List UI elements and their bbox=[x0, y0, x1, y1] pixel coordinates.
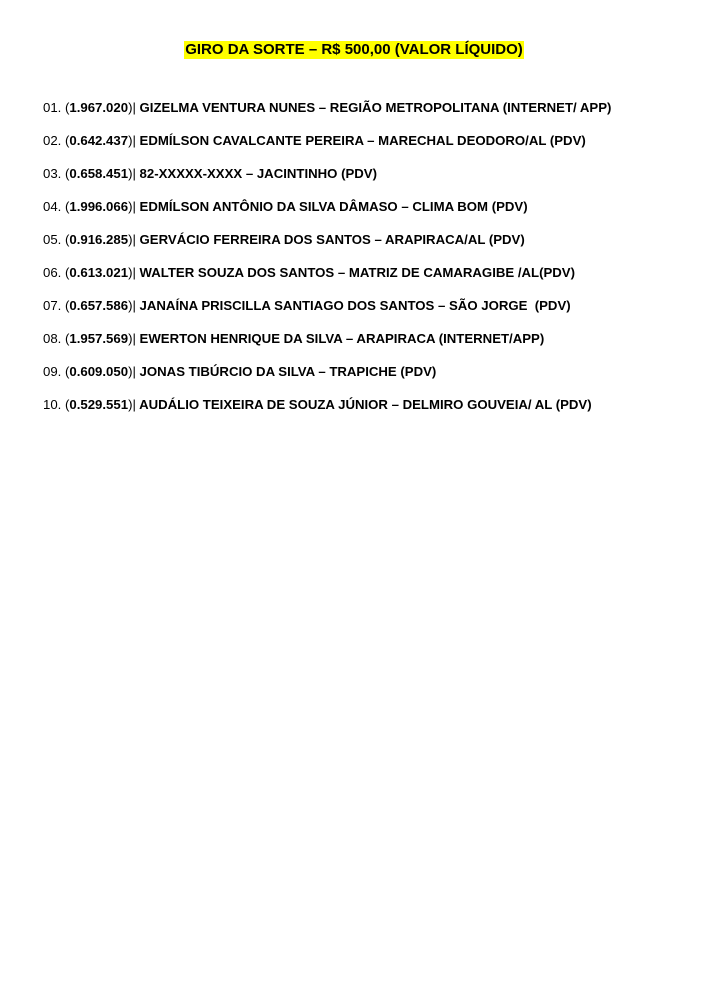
entry-code: 1.967.020 bbox=[69, 100, 129, 115]
entry-text: JANAÍNA PRISCILLA SANTIAGO DOS SANTOS – SÃO JORGE (PDV) bbox=[135, 298, 571, 313]
entry-code: 0.613.021 bbox=[69, 265, 129, 280]
entry-number: 02. ( bbox=[43, 133, 70, 148]
entry-number: 01. ( bbox=[43, 100, 70, 115]
entry-number: 05. ( bbox=[43, 232, 70, 247]
list-item bbox=[43, 100, 693, 133]
entry-number: 04. ( bbox=[43, 199, 70, 214]
entry-code: 1.996.066 bbox=[69, 199, 129, 214]
entry-text: EDMÍLSON ANTÔNIO DA SILVA DÂMASO – CLIMA BOM (PDV) bbox=[135, 199, 528, 214]
entry-text: 82-XXXXX-XXXX – JACINTINHO (PDV) bbox=[135, 166, 377, 181]
list-item bbox=[43, 232, 693, 265]
list-item bbox=[43, 133, 693, 166]
entry-text: WALTER SOUZA DOS SANTOS – MATRIZ DE CAMARAGIBE /AL(PDV) bbox=[135, 265, 575, 280]
entry-code: 0.657.586 bbox=[69, 298, 129, 313]
list-item bbox=[43, 331, 693, 364]
entry-separator: )| bbox=[128, 265, 136, 280]
winners-list bbox=[43, 100, 693, 430]
entry-number: 09. ( bbox=[43, 364, 70, 379]
entry-separator: )| bbox=[128, 199, 136, 214]
list-item bbox=[43, 199, 693, 232]
entry-code: 0.609.050 bbox=[69, 364, 129, 379]
entry-separator: )| bbox=[128, 100, 136, 115]
entry-separator: )| bbox=[128, 133, 136, 148]
entry-separator: )| bbox=[128, 331, 136, 346]
entry-code: 0.658.451 bbox=[69, 166, 129, 181]
entry-number: 08. ( bbox=[43, 331, 70, 346]
entry-separator: )| bbox=[128, 232, 136, 247]
entry-code: 0.529.551 bbox=[69, 397, 129, 412]
entry-text: JONAS TIBÚRCIO DA SILVA – TRAPICHE (PDV) bbox=[135, 364, 437, 379]
entry-number: 07. ( bbox=[43, 298, 70, 313]
entry-text: GERVÁCIO FERREIRA DOS SANTOS – ARAPIRACA/AL (PDV) bbox=[135, 232, 525, 247]
page-title: GIRO DA SORTE – R$ 500,00 (VALOR LÍQUIDO) bbox=[185, 41, 523, 58]
entry-code: 1.957.569 bbox=[69, 331, 129, 346]
entry-code: 0.642.437 bbox=[69, 133, 129, 148]
entry-text: EWERTON HENRIQUE DA SILVA – ARAPIRACA (INTERNET/APP) bbox=[135, 331, 545, 346]
entry-separator: )| bbox=[128, 166, 136, 181]
entry-separator: )| bbox=[128, 397, 136, 412]
entry-number: 06. ( bbox=[43, 265, 70, 280]
entry-separator: )| bbox=[128, 298, 136, 313]
title-container bbox=[0, 41, 708, 59]
entry-text: AUDÁLIO TEIXEIRA DE SOUZA JÚNIOR – DELMIRO GOUVEIA/ AL (PDV) bbox=[135, 397, 592, 412]
list-item bbox=[43, 298, 693, 331]
entry-text: EDMÍLSON CAVALCANTE PEREIRA – MARECHAL DEODORO/AL (PDV) bbox=[135, 133, 586, 148]
entry-separator: )| bbox=[128, 364, 136, 379]
entry-code: 0.916.285 bbox=[69, 232, 129, 247]
list-item bbox=[43, 166, 693, 199]
entry-number: 03. ( bbox=[43, 166, 70, 181]
list-item bbox=[43, 397, 693, 430]
entry-number: 10. ( bbox=[43, 397, 70, 412]
entry-text: GIZELMA VENTURA NUNES – REGIÃO METROPOLITANA (INTERNET/ APP) bbox=[135, 100, 612, 115]
list-item bbox=[43, 364, 693, 397]
list-item bbox=[43, 265, 693, 298]
